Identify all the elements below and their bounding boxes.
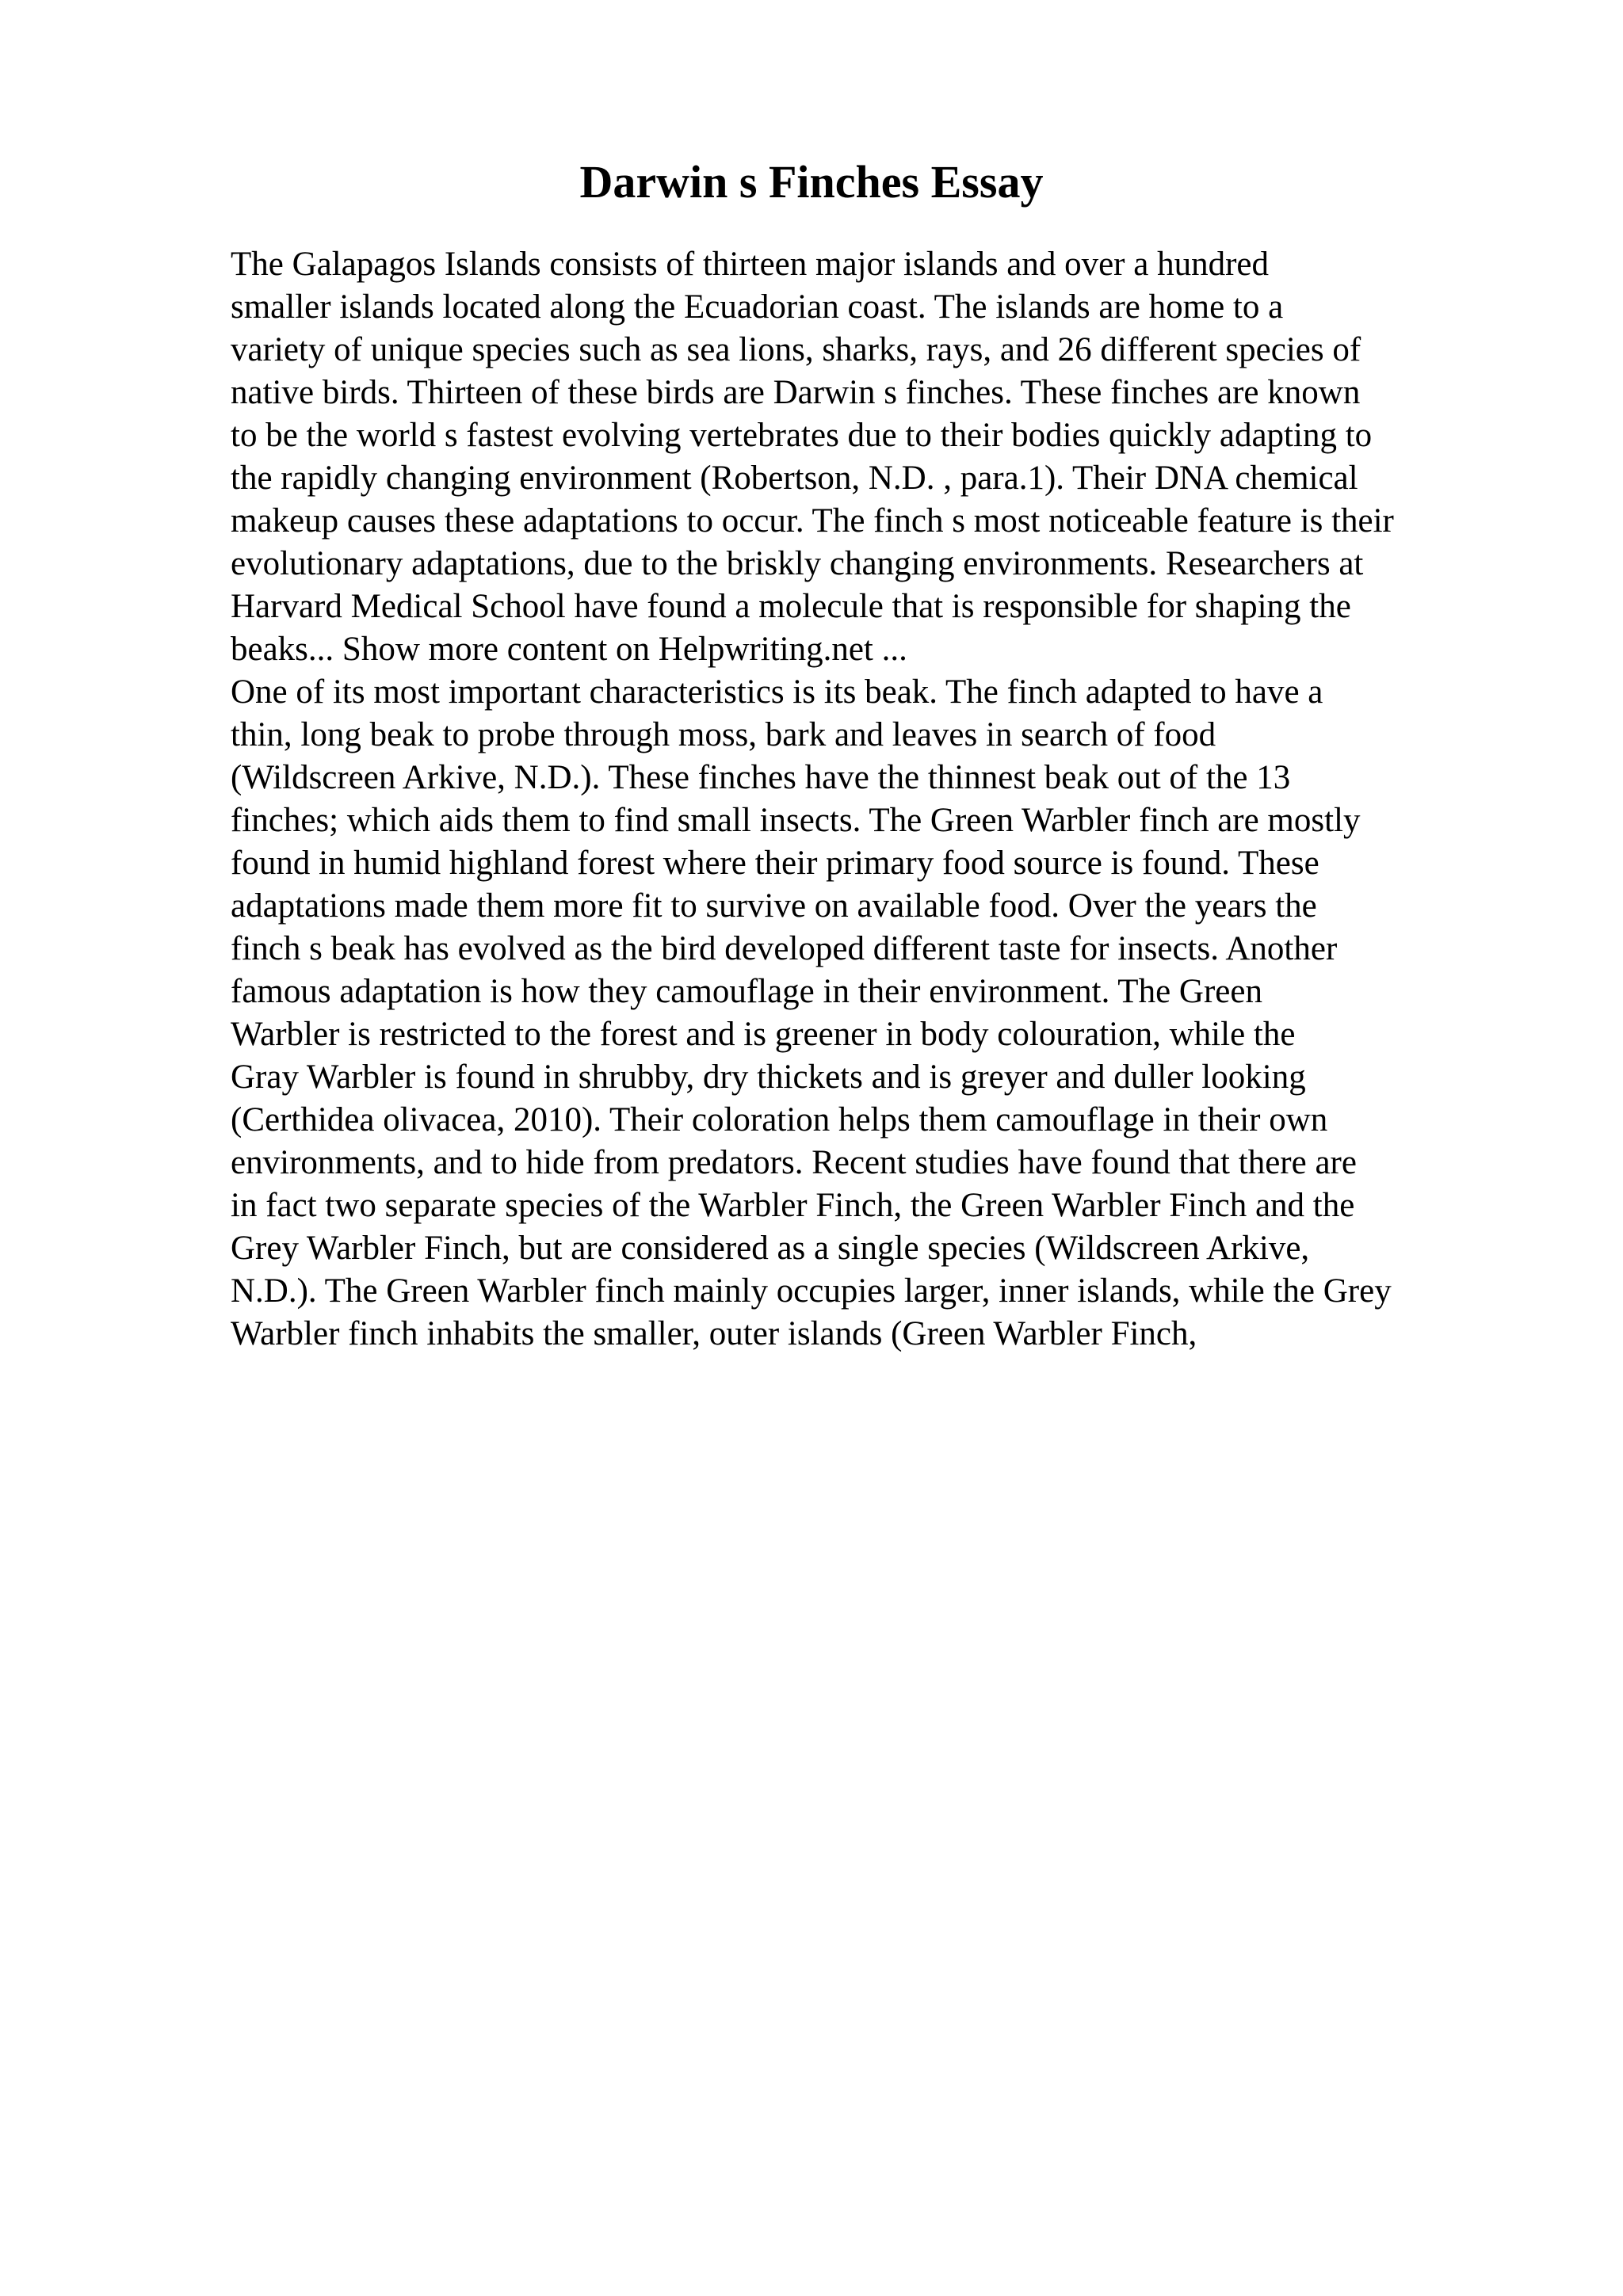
text-line: Harvard Medical School have found a molecule that is responsible for shaping the [231,588,1351,625]
text-line: Warbler is restricted to the forest and is greener in body colouration, while the [231,1016,1296,1053]
text-line: One of its most important characteristics is its beak. The finch adapted to have a [231,673,1323,711]
text-line: to be the world s fastest evolving vertebrates due to their bodies quickly adapting to [231,417,1373,454]
text-line: (Wildscreen Arkive, N.D.). These finches have the thinnest beak out of the 13 [231,759,1291,796]
text-line: famous adaptation is how they camouflage in their environment. The Green [231,973,1262,1010]
text-line: beaks... Show more content on Helpwriting.net ... [231,631,907,668]
text-line: makeup causes these adaptations to occur. The finch s most noticeable feature is their [231,502,1394,540]
document-body [231,243,1530,1356]
text-line: The Galapagos Islands consists of thirteen major islands and over a hundred [231,246,1269,283]
text-line: finches; which aids them to find small insects. The Green Warbler finch are mostly [231,802,1361,839]
text-line: adaptations made them more fit to survive on available food. Over the years the [231,887,1317,925]
text-line: the rapidly changing environment (Robertson, N.D. , para.1). Their DNA chemical [231,460,1358,497]
text-line: Grey Warbler Finch, but are considered as a single species (Wildscreen Arkive, [231,1230,1310,1267]
text-line: N.D.). The Green Warbler finch mainly occupies larger, inner islands, while the Grey [231,1272,1392,1310]
text-line: Warbler finch inhabits the smaller, outer islands (Green Warbler Finch, [231,1315,1197,1352]
text-line: environments, and to hide from predators. Recent studies have found that there are [231,1144,1357,1181]
text-line: evolutionary adaptations, due to the briskly changing environments. Researchers at [231,545,1364,582]
text-line: in fact two separate species of the Warbler Finch, the Green Warbler Finch and the [231,1187,1355,1224]
text-line: found in humid highland forest where their primary food source is found. These [231,845,1319,882]
text-line: smaller islands located along the Ecuadorian coast. The islands are home to a [231,288,1284,326]
text-line: (Certhidea olivacea, 2010). Their coloration helps them camouflage in their own [231,1101,1328,1138]
text-line: thin, long beak to probe through moss, bark and leaves in search of food [231,716,1216,753]
text-line: finch s beak has evolved as the bird developed different taste for insects. Another [231,930,1338,967]
text-line: variety of unique species such as sea lions, sharks, rays, and 26 different species of [231,331,1361,368]
text-line: native birds. Thirteen of these birds are Darwin s finches. These finches are known [231,374,1361,411]
document-title: Darwin s Finches Essay [579,156,1044,208]
text-line: Gray Warbler is found in shrubby, dry thickets and is greyer and duller looking [231,1058,1306,1096]
